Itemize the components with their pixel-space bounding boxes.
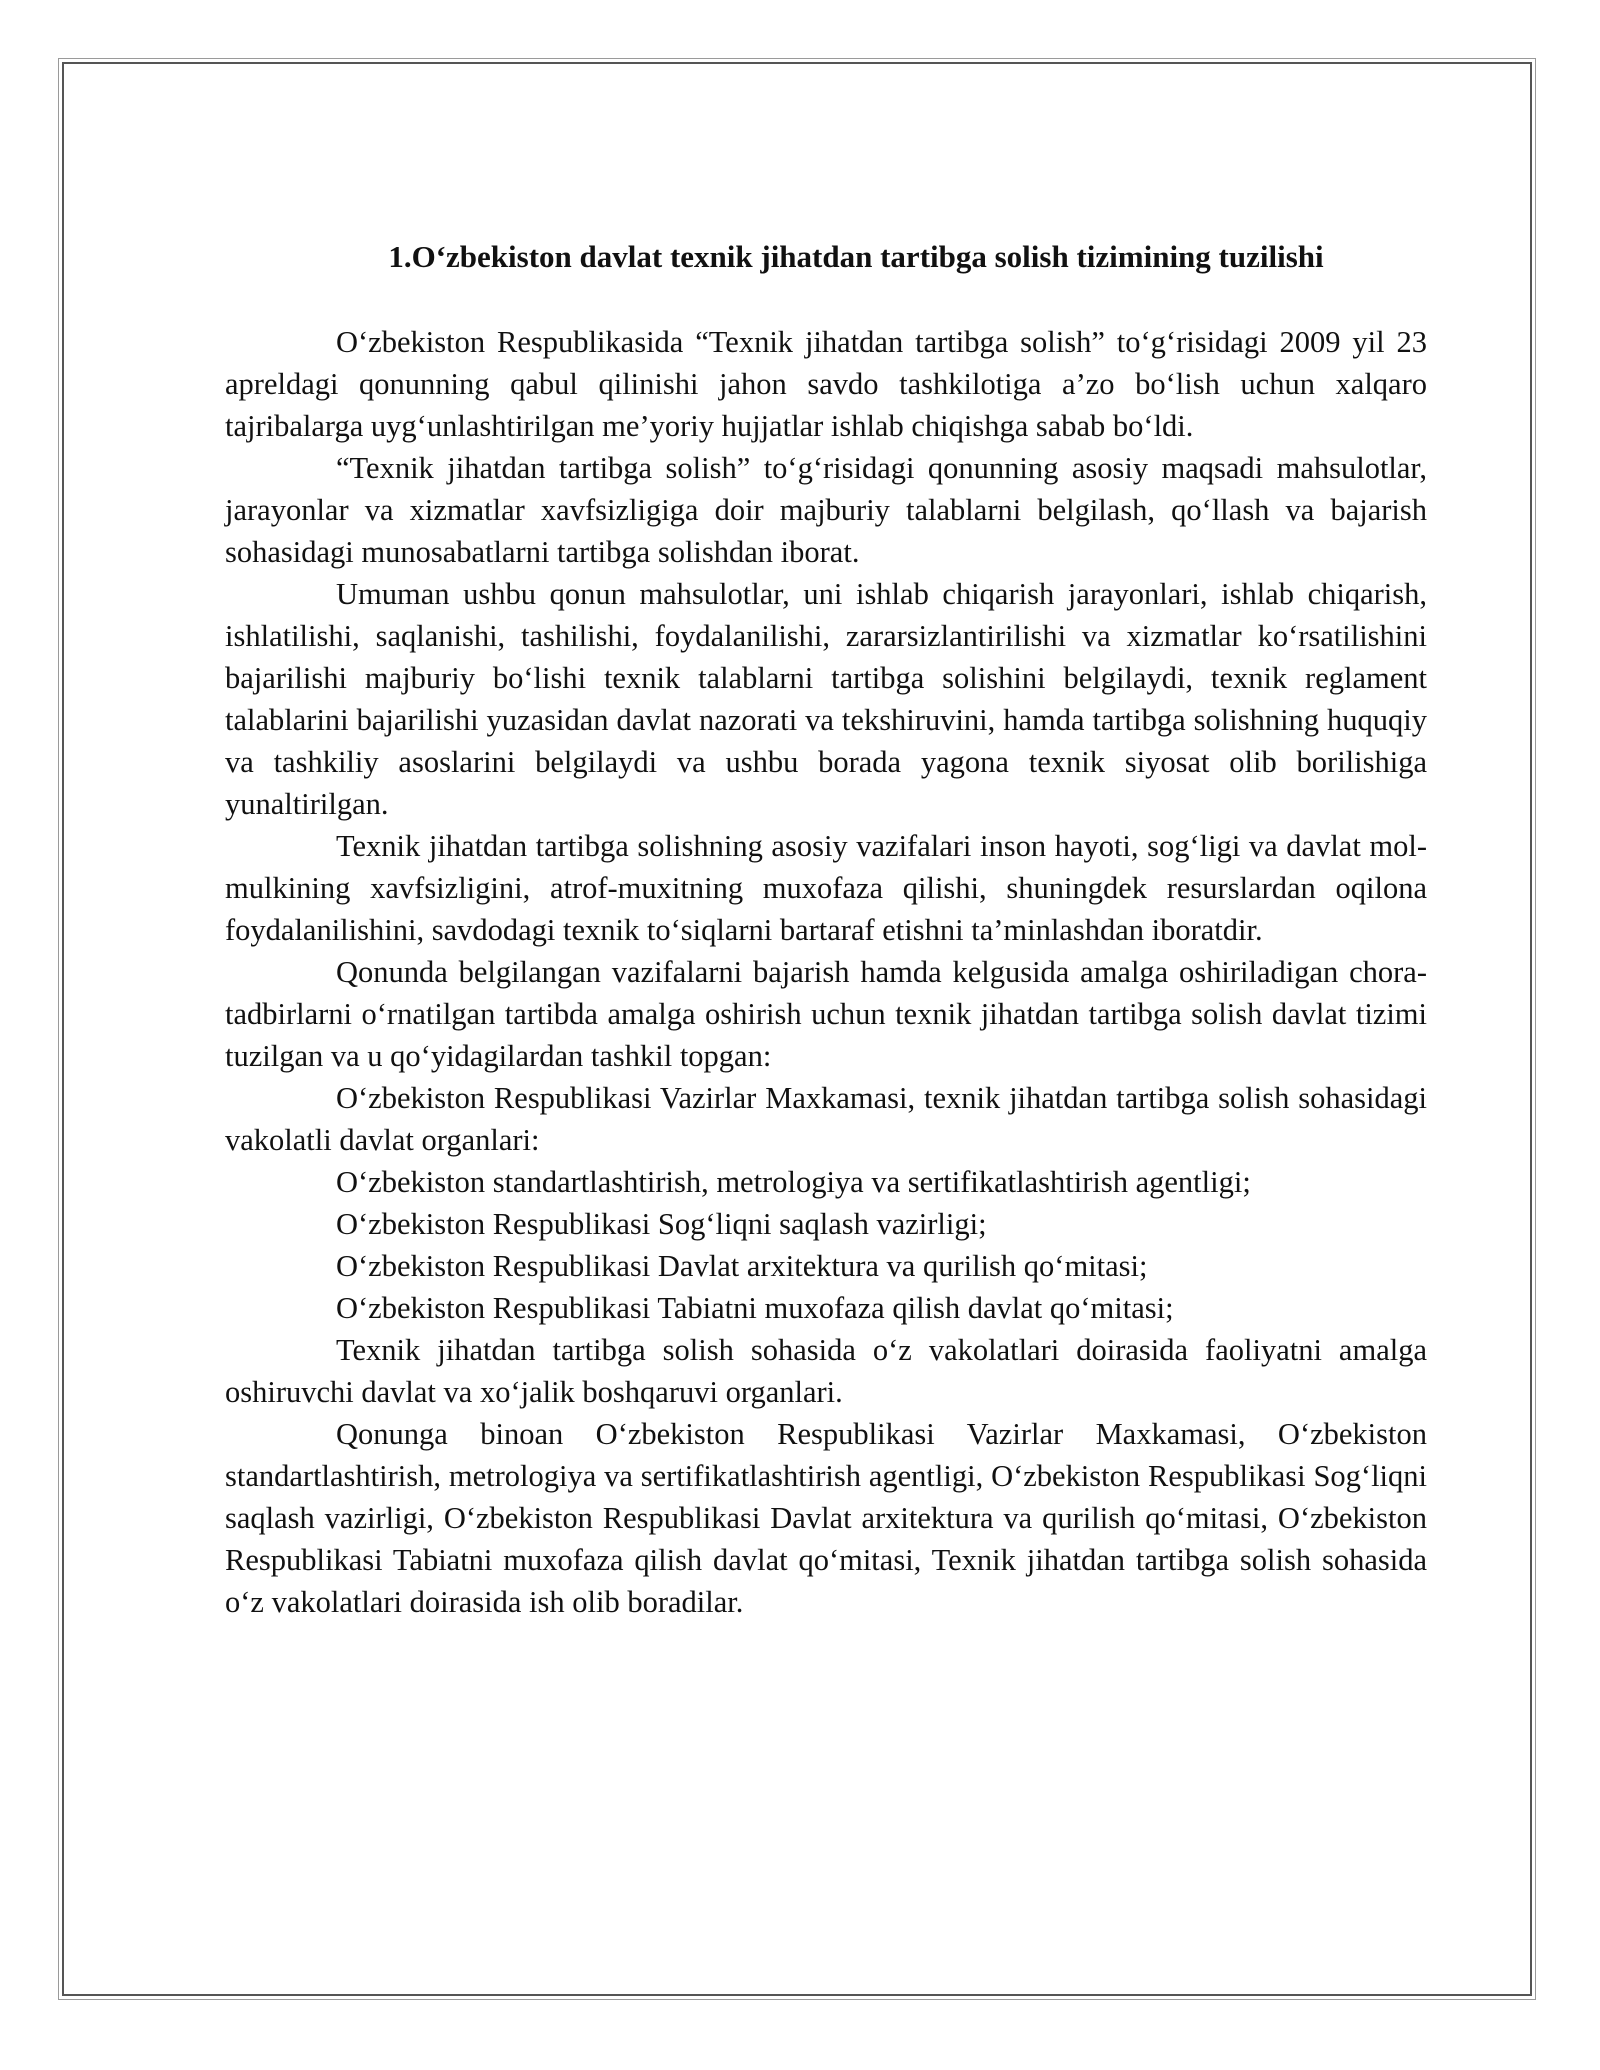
list-item: O‘zbekiston Respublikasi Tabiatni muxofaza qilish davlat qo‘mitasi; bbox=[336, 1291, 1174, 1325]
list-item: O‘zbekiston Respublikasi Davlat arxitektura va qurilish qo‘mitasi; bbox=[336, 1249, 1148, 1283]
paragraph: “Texnik jihatdan tartibga solish” to‘g‘risidagi qonunning asosiy maqsadi mahsulotlar, jarayonlar va xizmatlar xavfsizligiga doir majburiy talablarni belgilash, qo‘llash va bajarish sohasidagi munosabatlarni tartibga solishdan iborat. bbox=[225, 451, 1427, 569]
paragraph: O‘zbekiston Respublikasida “Texnik jihatdan tartibga solish” to‘g‘risidagi 2009 yil 23 apreldagi qonunning qabul qilinishi jahon savdo tashkilotiga a’zo bo‘lish uchun xalqaro tajribalarga uyg‘unlashtirilgan me’yoriy hujjatlar ishlab chiqishga sabab bo‘ldi. bbox=[225, 325, 1427, 443]
list-item: O‘zbekiston Respublikasi Sog‘liqni saqlash vazirligi; bbox=[336, 1207, 987, 1241]
paragraph: O‘zbekiston Respublikasi Vazirlar Maxkamasi, texnik jihatdan tartibga solish sohasidagi vakolatli davlat organlari: bbox=[225, 1081, 1427, 1157]
list-item: O‘zbekiston standartlashtirish, metrologiya va sertifikatlashtirish agentligi; bbox=[336, 1165, 1251, 1199]
document-title: 1.O‘zbekiston davlat texnik jihatdan tartibga solish tizimining tuzilishi bbox=[388, 239, 1324, 274]
document-body bbox=[225, 232, 1427, 1623]
paragraph: Umuman ushbu qonun mahsulotlar, uni ishlab chiqarish jarayonlari, ishlab chiqarish, ishlatilishi, saqlanishi, tashilishi, foydalanilishi, zararsizlantirilishi va xizmatlar ko‘rsatilishini bajarilishi majburiy bo‘lishi texnik talablarni tartibga solishini belgilaydi, texnik reglament talablarini bajarilishi yuzasidan davlat nazorati va tekshiruvini, hamda tartibga solishning huquqiy va tashkiliy asoslarini belgilaydi va ushbu borada yagona texnik siyosat olib borilishiga yunaltirilgan. bbox=[225, 577, 1427, 821]
paragraph: Qonunda belgilangan vazifalarni bajarish hamda kelgusida amalga oshiriladigan chora-tadbirlarni o‘rnatilgan tartibda amalga oshirish uchun texnik jihatdan tartibga solish davlat tizimi tuzilgan va u qo‘yidagilardan tashkil topgan: bbox=[225, 955, 1427, 1073]
paragraph: Qonunga binoan O‘zbekiston Respublikasi Vazirlar Maxkamasi, O‘zbekiston standartlashtirish, metrologiya va sertifikatlashtirish agentligi, O‘zbekiston Respublikasi Sog‘liqni saqlash vazirligi, O‘zbekiston Respublikasi Davlat arxitektura va qurilish qo‘mitasi, O‘zbekiston Respublikasi Tabiatni muxofaza qilish davlat qo‘mitasi, Texnik jihatdan tartibga solish sohasida o‘z vakolatlari doirasida ish olib boradilar. bbox=[225, 1417, 1427, 1619]
paragraph: Texnik jihatdan tartibga solish sohasida o‘z vakolatlari doirasida faoliyatni amalga oshiruvchi davlat va xo‘jalik boshqaruvi organlari. bbox=[225, 1333, 1427, 1409]
paragraph: Texnik jihatdan tartibga solishning asosiy vazifalari inson hayoti, sog‘ligi va davlat mol-mulkining xavfsizligini, atrof-muxitning muxofaza qilishi, shuningdek resurslardan oqilona foydalanilishini, savdodagi texnik to‘siqlarni bartaraf etishni ta’minlashdan iboratdir. bbox=[225, 829, 1427, 947]
